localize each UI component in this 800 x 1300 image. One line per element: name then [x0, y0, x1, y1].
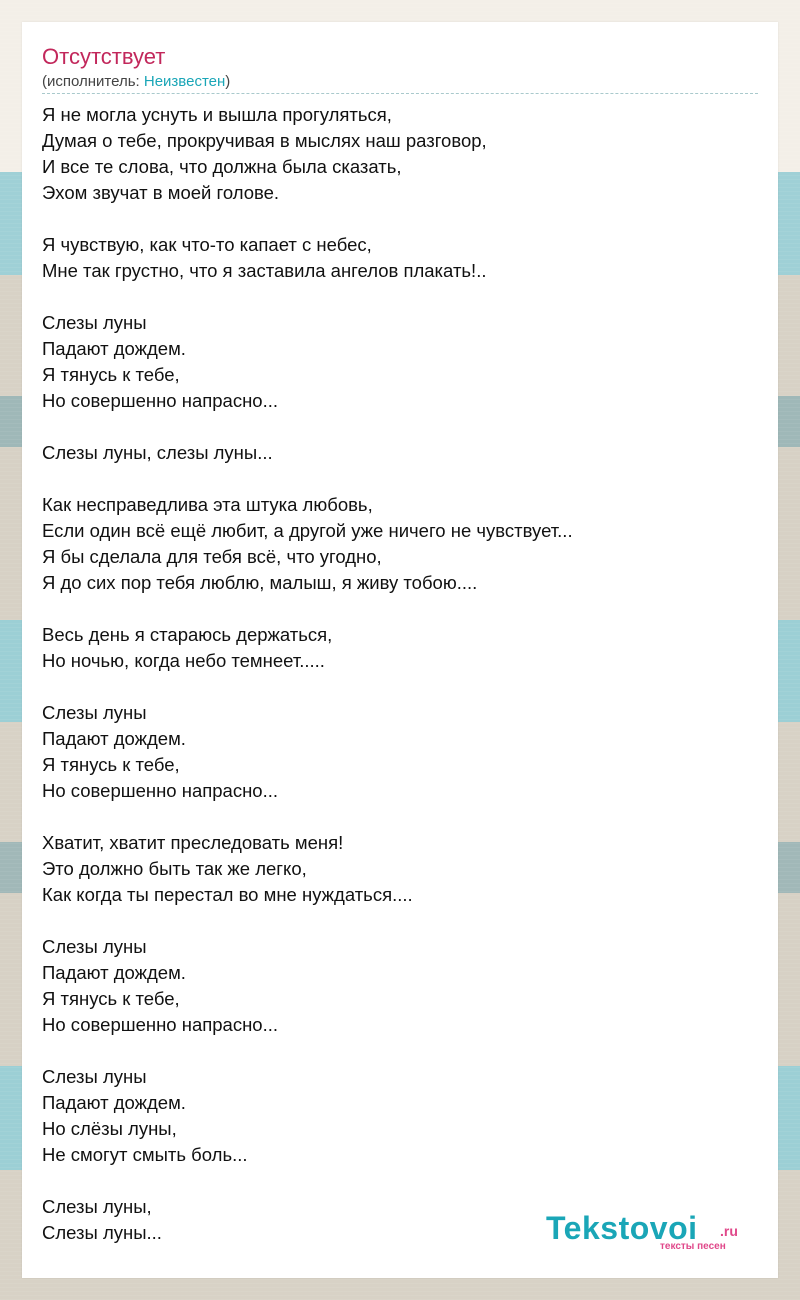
- lyric-line: Слезы луны, слезы луны...: [42, 442, 273, 463]
- lyric-line: Если один всё ещё любит, а другой уже ничего не чувствует...: [42, 520, 573, 541]
- lyric-line: Мне так грустно, что я заставила ангелов плакать!..: [42, 260, 487, 281]
- lyric-blank-line: [42, 674, 758, 700]
- artist-line: [42, 73, 230, 91]
- lyric-line: Как когда ты перестал во мне нуждаться....: [42, 884, 413, 905]
- lyric-line: Слезы луны: [42, 1066, 147, 1087]
- lyric-line: Весь день я стараюсь держаться,: [42, 624, 333, 645]
- lyric-blank-line: [42, 804, 758, 830]
- lyric-blank-line: [42, 206, 758, 232]
- lyric-blank-line: [42, 1038, 758, 1064]
- lyric-line: Хватит, хватит преследовать меня!: [42, 832, 344, 853]
- lyric-blank-line: [42, 466, 758, 492]
- song-title: Отсутствует: [42, 44, 166, 69]
- lyric-line: Я тянусь к тебе,: [42, 754, 180, 775]
- lyric-line: Я чувствую, как что-то капает с небес,: [42, 234, 372, 255]
- lyric-line: Думая о тебе, прокручивая в мыслях наш разговор,: [42, 130, 487, 151]
- lyric-line: Но слёзы луны,: [42, 1118, 177, 1139]
- lyric-line: Падают дождем.: [42, 1092, 186, 1113]
- logo-domain: .ru: [720, 1223, 738, 1239]
- lyric-line: Эхом звучат в моей голове.: [42, 182, 280, 203]
- lyric-line: Я бы сделала для тебя всё, что угодно,: [42, 546, 382, 567]
- lyric-line: Но совершенно напрасно...: [42, 780, 279, 801]
- tekstovoi-logo[interactable]: [546, 1210, 751, 1250]
- artist-link[interactable]: Неизвестен: [143, 73, 226, 90]
- lyric-line: Это должно быть так же легко,: [42, 858, 307, 879]
- title-divider: [42, 93, 758, 94]
- lyric-line: Я тянусь к тебе,: [42, 364, 180, 385]
- lyric-line: Падают дождем.: [42, 338, 186, 359]
- logo-tagline: тексты песен: [660, 1241, 726, 1252]
- lyric-line: Как несправедлива эта штука любовь,: [42, 494, 373, 515]
- lyric-line: Слезы луны: [42, 702, 147, 723]
- lyric-line: Я до сих пор тебя люблю, малыш, я живу тобою....: [42, 572, 478, 593]
- lyric-blank-line: [42, 596, 758, 622]
- lyric-blank-line: [42, 284, 758, 310]
- artist-suffix: ): [225, 73, 231, 90]
- lyric-line: И все те слова, что должна была сказать,: [42, 156, 402, 177]
- artist-prefix: (исполнитель:: [42, 73, 144, 90]
- lyric-line: Но совершенно напрасно...: [42, 1014, 279, 1035]
- lyric-line: Слезы луны: [42, 936, 147, 957]
- lyric-blank-line: [42, 414, 758, 440]
- lyric-line: Падают дождем.: [42, 728, 186, 749]
- lyric-line: Но совершенно напрасно...: [42, 390, 279, 411]
- lyric-blank-line: [42, 908, 758, 934]
- lyric-line: Слезы луны...: [42, 1222, 162, 1243]
- lyric-line: Я тянусь к тебе,: [42, 988, 180, 1009]
- lyric-line: Я не могла уснуть и вышла прогуляться,: [42, 104, 392, 125]
- lyric-line: Слезы луны,: [42, 1196, 152, 1217]
- lyric-line: Но ночью, когда небо темнеет.....: [42, 650, 325, 671]
- logo-wordmark: Tekstovoi: [546, 1210, 698, 1246]
- lyric-line: Слезы луны: [42, 312, 147, 333]
- lyric-blank-line: [42, 1168, 758, 1194]
- lyrics-card: [22, 22, 778, 1278]
- lyric-line: Не смогут смыть боль...: [42, 1144, 248, 1165]
- lyric-line: Падают дождем.: [42, 962, 186, 983]
- lyrics-body: [42, 102, 758, 1246]
